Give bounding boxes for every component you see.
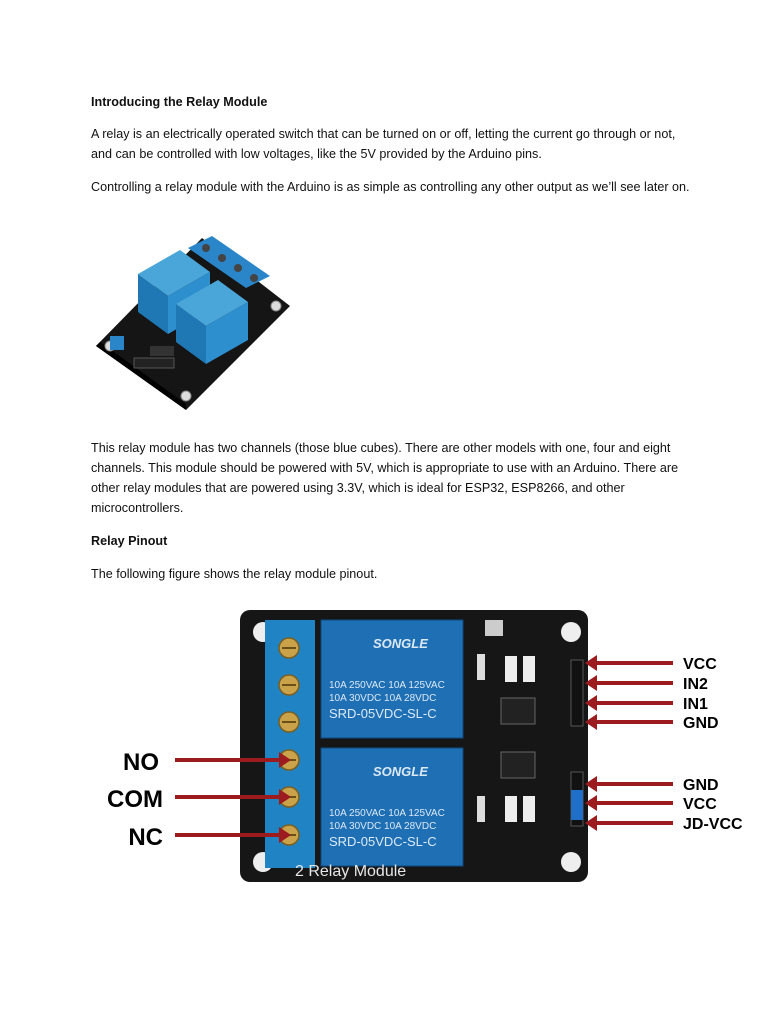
label-no: NO: [123, 749, 159, 776]
label-gnd-2: GND: [683, 777, 719, 794]
relay-rating-2b: 10A 30VDC 10A 28VDC: [329, 821, 437, 832]
paragraph-channels: This relay module has two channels (those blue cubes). There are other models with one, four and eight channels. This module should be powered with 5V, which is appropriate to use with an Arduino. There are other relay modules that are powered using 3.3V, which is ideal for ESP32, ESP8266, and other microcontrollers.: [91, 441, 679, 515]
relay-pinout-diagram: [95, 600, 755, 890]
label-vcc-2: VCC: [683, 796, 717, 813]
board-title: 2 Relay Module: [295, 863, 407, 880]
paragraph-figure-intro: The following figure shows the relay module pinout.: [91, 567, 378, 581]
relay-rating-1a: 10A 250VAC 10A 125VAC: [329, 680, 445, 691]
relay-brand-2: SONGLE: [373, 764, 428, 779]
relay-brand-1: SONGLE: [373, 636, 428, 651]
relay-model-1: SRD-05VDC-SL-C: [329, 706, 437, 721]
heading-relay-pinout: Relay Pinout: [91, 534, 168, 548]
label-vcc: VCC: [683, 656, 717, 673]
label-in1: IN1: [683, 696, 708, 713]
relay-module-photo: [90, 234, 296, 412]
paragraph-relay-definition: A relay is an electrically operated switch that can be turned on or off, letting the current go through or not, and can be controlled with low voltages, like the 5V provided by the Arduino pins.: [91, 127, 676, 161]
relay-rating-2a: 10A 250VAC 10A 125VAC: [329, 808, 445, 819]
label-com: COM: [107, 786, 163, 813]
relay-rating-1b: 10A 30VDC 10A 28VDC: [329, 693, 437, 704]
paragraph-controlling: Controlling a relay module with the Arduino is as simple as controlling any other output as we’ll see later on.: [91, 180, 690, 194]
heading-introducing: Introducing the Relay Module: [91, 95, 268, 109]
relay-model-2: SRD-05VDC-SL-C: [329, 834, 437, 849]
label-gnd: GND: [683, 715, 719, 732]
label-nc: NC: [128, 824, 163, 851]
label-jd-vcc: JD-VCC: [683, 816, 743, 833]
label-in2: IN2: [683, 676, 708, 693]
